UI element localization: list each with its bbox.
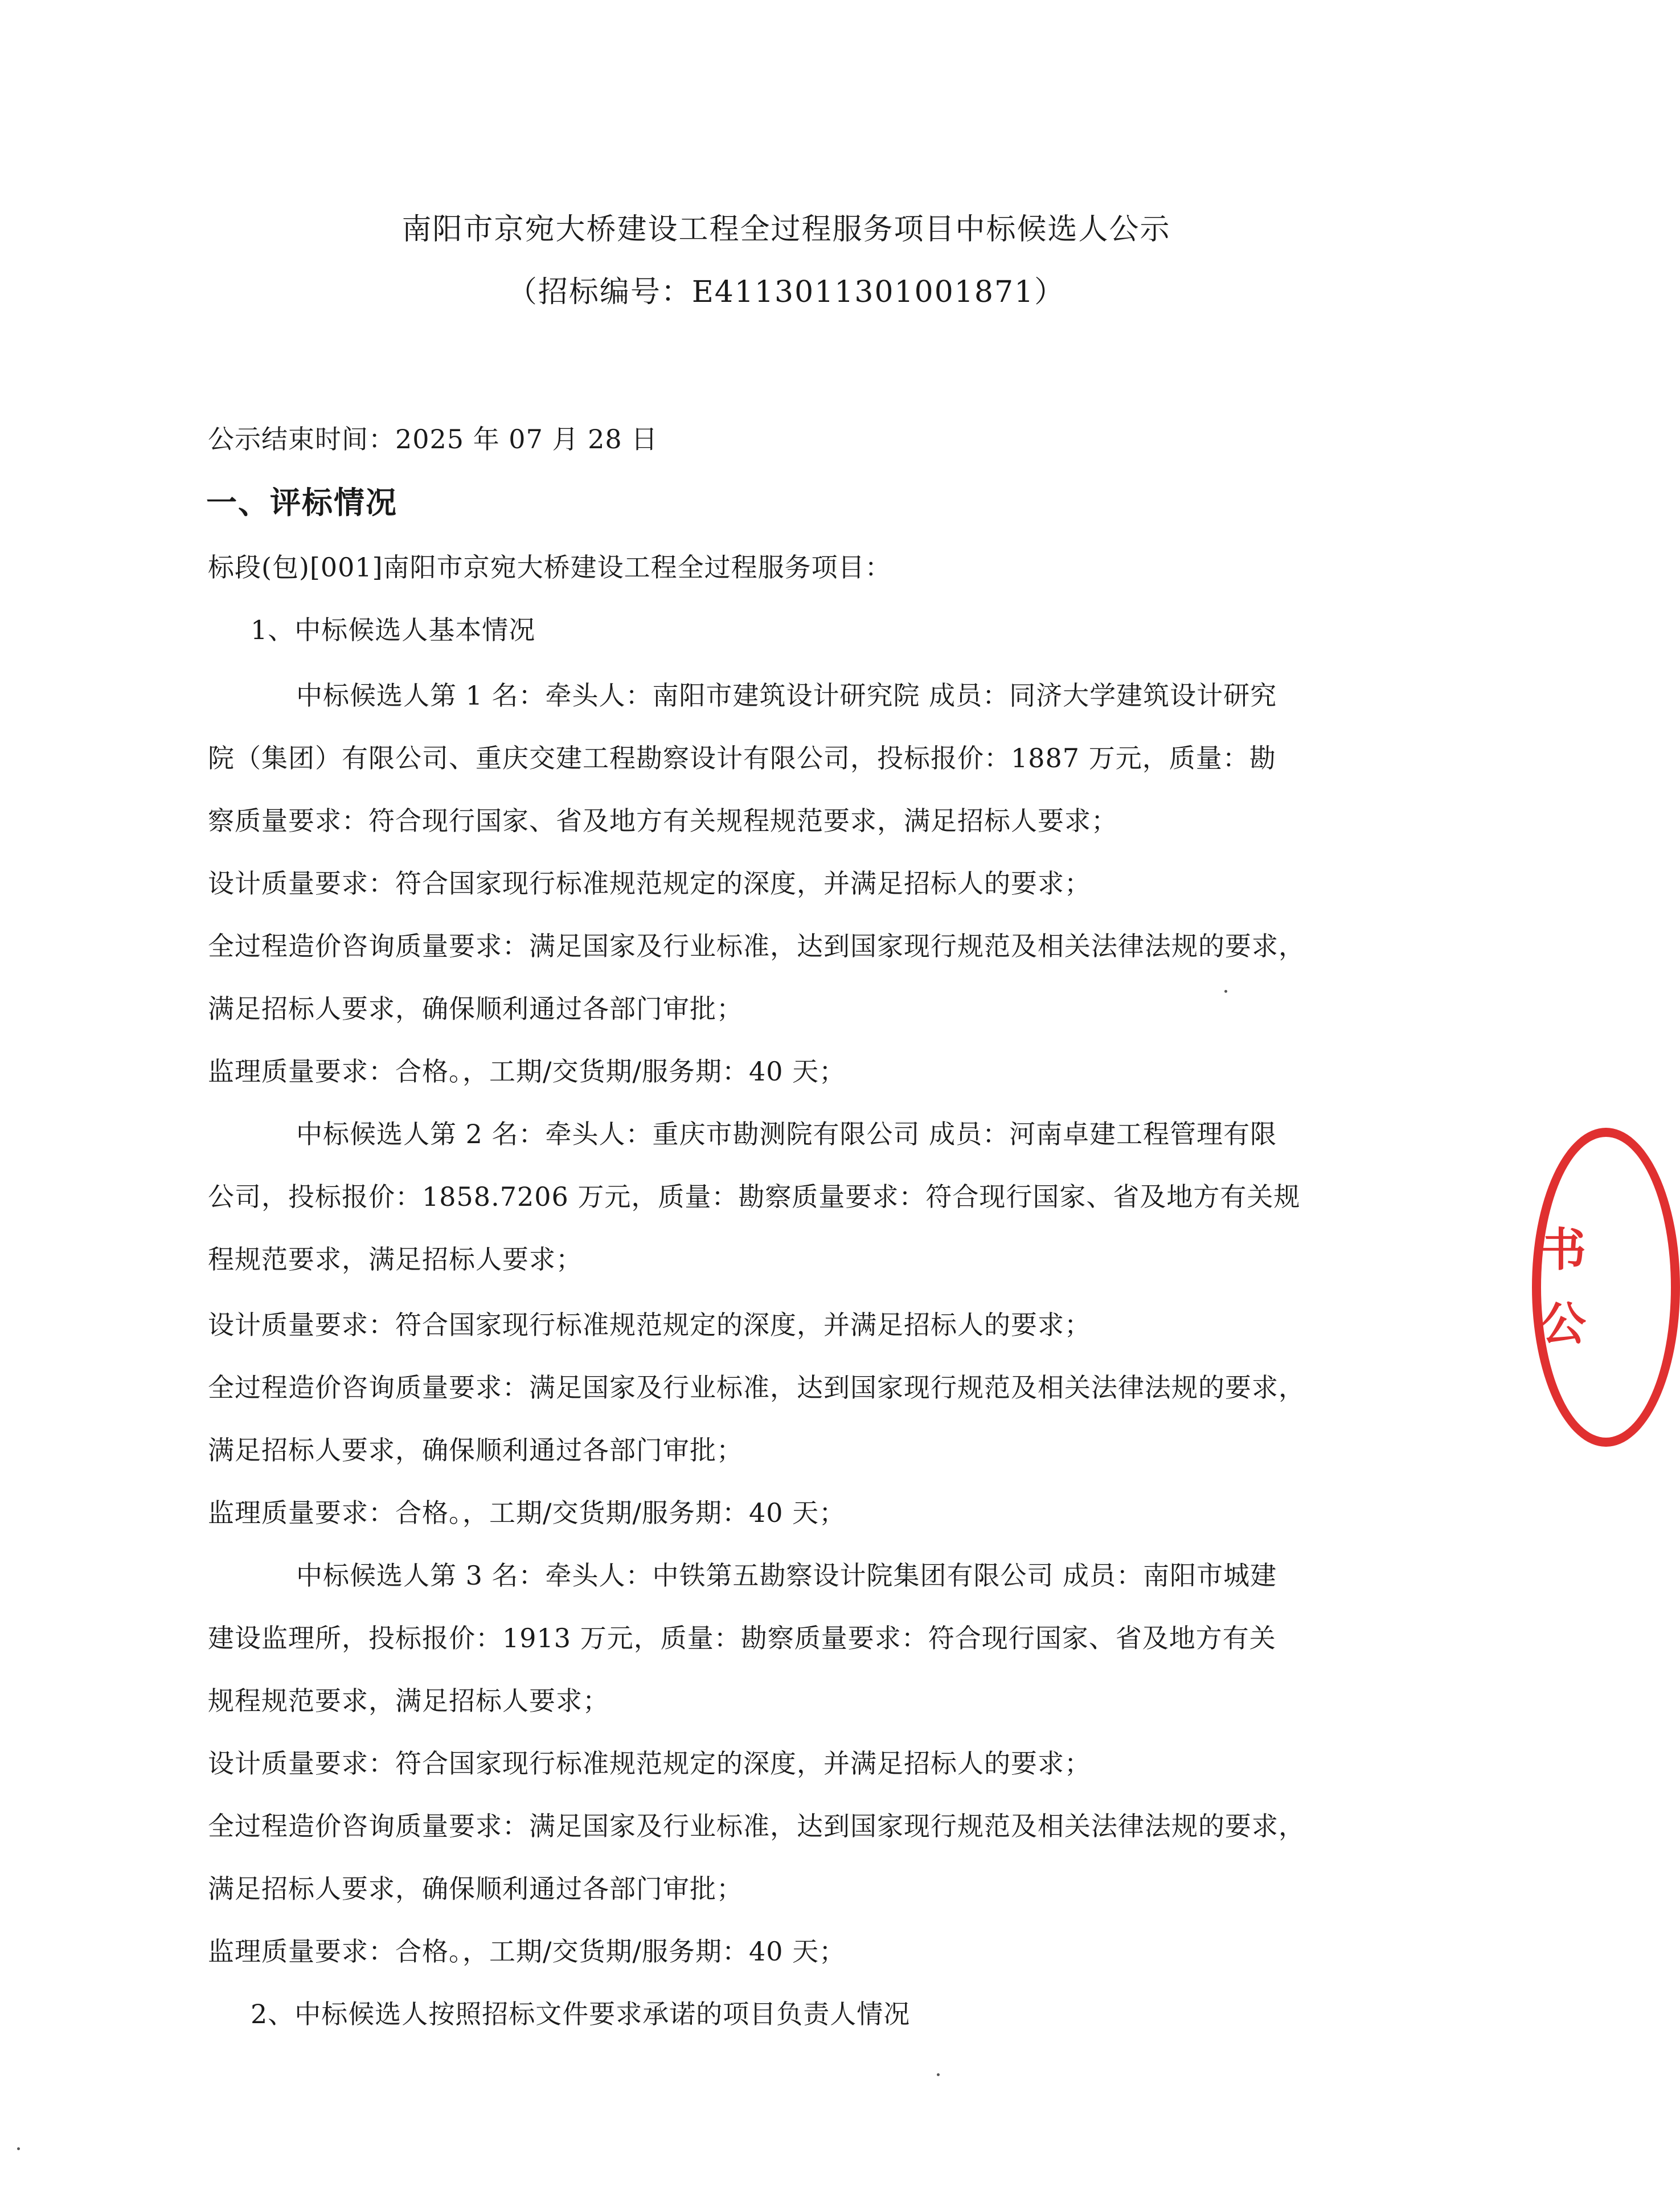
section-heading-evaluation: 一、评标情况 [206, 485, 398, 521]
seal-glyph-1: 书 [1540, 1223, 1586, 1276]
candidate-3-line-3: 规程规范要求，满足招标人要求； [208, 1685, 609, 1716]
candidate-1-supervision: 监理质量要求：合格。，工期/交货期/服务期：40 天； [208, 1056, 846, 1087]
candidate-1-line-1: 中标候选人第 1 名：牵头人：南阳市建筑设计研究院 成员：同济大学建筑设计研究 [296, 680, 1277, 711]
candidate-2-cost-consulting-cont: 满足招标人要求，确保顺利通过各部门审批； [208, 1435, 743, 1466]
scan-speck [937, 2073, 940, 2076]
candidate-2-line-1: 中标候选人第 2 名：牵头人：重庆市勘测院有限公司 成员：河南卓建工程管理有限 [296, 1119, 1277, 1149]
candidate-3-line-1: 中标候选人第 3 名：牵头人：中铁第五勘察设计院集团有限公司 成员：南阳市城建 [296, 1560, 1277, 1591]
candidate-1-line-3: 察质量要求：符合现行国家、省及地方有关规程规范要求，满足招标人要求； [208, 805, 1118, 836]
document-title: 南阳市京宛大桥建设工程全过程服务项目中标候选人公示 [401, 212, 1171, 247]
candidate-2-design-quality: 设计质量要求：符合国家现行标准规范规定的深度，并满足招标人的要求； [208, 1309, 1091, 1340]
candidate-3-cost-consulting: 全过程造价咨询质量要求：满足国家及行业标准，达到国家现行规范及相关法律法规的要求， [208, 1811, 1305, 1841]
subsection-project-leader: 2、中标候选人按照招标文件要求承诺的项目负责人情况 [251, 1999, 911, 2029]
seal-glyph-2: 公 [1540, 1298, 1586, 1350]
subsection-candidate-info: 1、中标候选人基本情况 [251, 615, 536, 645]
bid-number: （招标编号：E4113011301001871） [507, 275, 1066, 309]
scan-speck [1224, 990, 1227, 993]
candidate-3-line-2: 建设监理所，投标报价：1913 万元，质量：勘察质量要求：符合现行国家、省及地方有关 [208, 1623, 1276, 1653]
candidate-1-line-2: 院（集团）有限公司、重庆交建工程勘察设计有限公司，投标报价：1887 万元，质量：勘 [208, 743, 1276, 773]
candidate-1-cost-consulting: 全过程造价咨询质量要求：满足国家及行业标准，达到国家现行规范及相关法律法规的要求， [208, 931, 1305, 961]
candidate-1-cost-consulting-cont: 满足招标人要求，确保顺利通过各部门审批； [208, 993, 743, 1024]
scan-speck [17, 2147, 20, 2150]
candidate-2-line-3: 程规范要求，满足招标人要求； [208, 1244, 583, 1275]
candidate-3-supervision: 监理质量要求：合格。，工期/交货期/服务期：40 天； [208, 1936, 846, 1967]
candidate-2-cost-consulting: 全过程造价咨询质量要求：满足国家及行业标准，达到国家现行规范及相关法律法规的要求， [208, 1372, 1305, 1403]
publicity-end-time: 公示结束时间：2025 年 07 月 28 日 [208, 424, 658, 455]
candidate-1-design-quality: 设计质量要求：符合国家现行标准规范规定的深度，并满足招标人的要求； [208, 868, 1091, 899]
candidate-2-line-2: 公司，投标报价：1858.7206 万元，质量：勘察质量要求：符合现行国家、省及地方有关规 [208, 1181, 1301, 1212]
candidate-3-design-quality: 设计质量要求：符合国家现行标准规范规定的深度，并满足招标人的要求； [208, 1748, 1091, 1779]
candidate-3-cost-consulting-cont: 满足招标人要求，确保顺利通过各部门审批； [208, 1873, 743, 1904]
lot-title: 标段(包)[001]南阳市京宛大桥建设工程全过程服务项目： [208, 552, 892, 583]
candidate-2-supervision: 监理质量要求：合格。，工期/交货期/服务期：40 天； [208, 1497, 846, 1528]
